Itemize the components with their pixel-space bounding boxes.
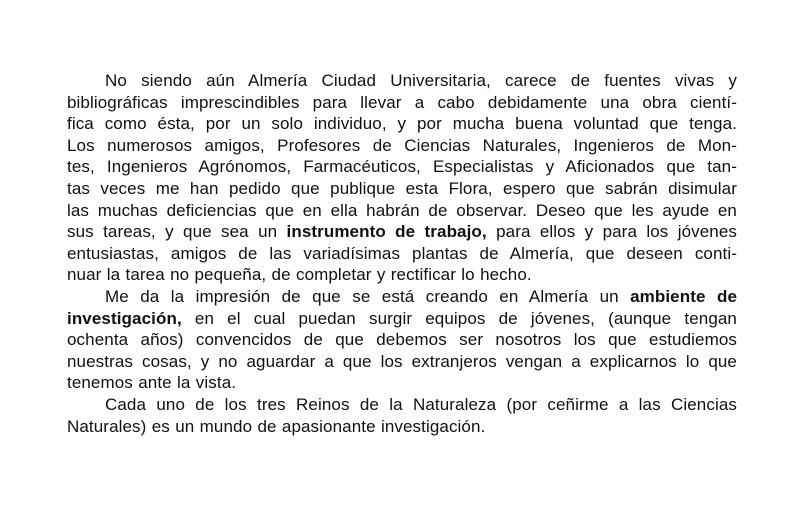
text-run: Cada uno de los tres Reinos de la Naturaleza (por ceñirme a las Ciencias — [105, 394, 737, 414]
text-run: fica como ésta, por un solo individuo, y por mucha buena voluntad que tenga. — [67, 114, 737, 134]
paragraph-1-line-3 — [67, 113, 737, 135]
bold-phrase-ambiente-de: ambiente de — [630, 286, 737, 306]
text-run: Me da la impresión de que se está creando en Almería un — [105, 286, 631, 306]
text-run: nuar la tarea no pequeña, de completar y rectificar lo hecho. — [67, 265, 532, 285]
text-run: tes, Ingenieros Agrónomos, Farmacéuticos, Especialistas y Aficionados que tan- — [67, 157, 737, 177]
text-run: No siendo aún Almería Ciudad Universitaria, carece de fuentes vivas y — [105, 71, 737, 90]
text-run: para ellos y para los jóvenes — [486, 222, 737, 242]
text-run: entusiastas, amigos de las variadísimas plantas de Almería, que deseen conti- — [67, 243, 737, 263]
text-run: tenemos ante la vista. — [67, 373, 237, 393]
bold-phrase-investigacion: investigación, — [67, 308, 182, 328]
body-text — [67, 70, 737, 437]
paragraph-2-line-4 — [67, 351, 737, 373]
text-run: Naturales) es un mundo de apasionante investigación. — [67, 416, 486, 436]
bold-phrase-instrumento-de-trabajo: instrumento de trabajo, — [286, 222, 487, 242]
paragraph-1-line-10 — [67, 264, 737, 286]
paragraph-3-line-2 — [67, 416, 737, 438]
text-run: ochenta años) convencidos de que debemos ser nosotros los que estudiemos — [67, 330, 737, 350]
paragraph-1-line-7 — [67, 200, 737, 222]
paragraph-1-line-2 — [67, 92, 737, 114]
paragraph-3-line-1 — [67, 394, 737, 416]
paragraph-1-line-9 — [67, 243, 737, 265]
text-run: las muchas deficiencias que en ella habrán de observar. Deseo que les ayude en — [67, 200, 737, 220]
text-run: bibliográficas imprescindibles para llevar a cabo debidamente una obra cientí- — [67, 92, 737, 112]
paragraph-2-line-1 — [67, 286, 737, 308]
text-run: Los numerosos amigos, Profesores de Ciencias Naturales, Ingenieros de Mon- — [67, 135, 737, 155]
text-run: en el cual puedan surgir equipos de jóvenes, (aunque tengan — [181, 308, 737, 328]
paragraph-2-line-5 — [67, 372, 737, 394]
paragraph-1-line-6 — [67, 178, 737, 200]
paragraph-1-line-8 — [67, 221, 737, 243]
paragraph-1-line-5 — [67, 156, 737, 178]
paragraph-1-line-1 — [67, 70, 737, 92]
text-run: tas veces me han pedido que publique esta Flora, espero que sabrán disimular — [67, 178, 737, 198]
text-run: sus tareas, y que sea un — [67, 222, 287, 242]
paragraph-1-line-4 — [67, 135, 737, 157]
paragraph-2-line-3 — [67, 329, 737, 351]
paragraph-2-line-2 — [67, 308, 737, 330]
text-run: nuestras cosas, y no aguardar a que los extranjeros vengan a explicarnos lo que — [67, 351, 737, 371]
